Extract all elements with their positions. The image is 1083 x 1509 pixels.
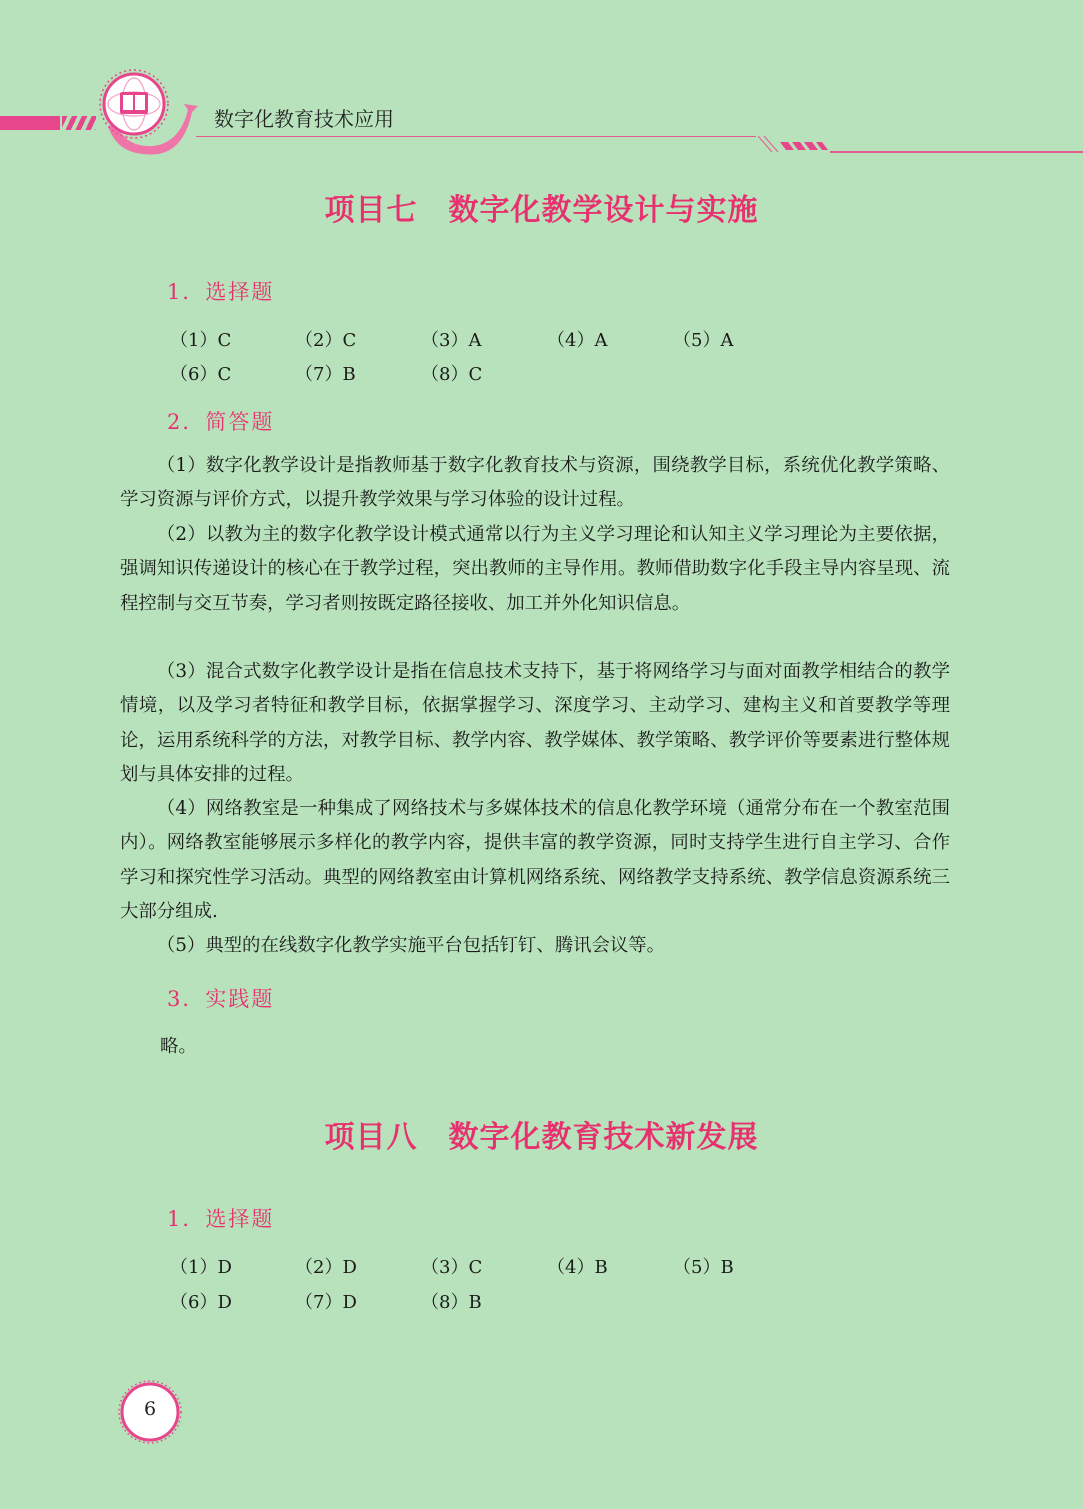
short-answer-paragraph: （4）网络教室是一种集成了网络技术与多媒体技术的信息化教学环境（通常分布在一个教室范围内）。网络教室能够展示多样化的教学内容，提供丰富的教学资源，同时支持学生进行自主学习、合作学习和探究性学习活动。典型的网络教室由计算机网络系统、网络教学支持系统、教学信息资源系统三大部分组成. — [120, 798, 950, 923]
answer-item: （7）D — [295, 1292, 357, 1313]
short-answer-paragraph: （2）以教为主的数字化教学设计模式通常以行为主义学习理论和认知主义学习理论为主要依据，强调知识传递设计的核心在于教学过程，突出教师的主导作用。教师借助数字化手段主导内容呈现、流程控制与交互节奏，学习者则按既定路径接收、加工并外化知识信息。 — [120, 524, 950, 614]
answer-item: （1）D — [170, 1257, 232, 1278]
short-answer-paragraph: （1）数字化教学设计是指教师基于数字化教育技术与资源，围绕教学目标，系统优化教学策略、学习资源与评价方式，以提升教学效果与学习体验的设计过程。 — [120, 455, 950, 511]
short-answer-paragraph: （3）混合式数字化教学设计是指在信息技术支持下，基于将网络学习与面对面教学相结合的教学情境，以及学习者特征和教学目标，依据掌握学习、深度学习、主动学习、建构主义和首要教学等理论，运用系统科学的方法，对教学目标、教学内容、教学媒体、教学策略、教学评价等要素进行整体规划与具体安排的过程。 — [120, 661, 950, 786]
header-accent-bar — [0, 116, 60, 130]
answer-item: （4）A — [547, 330, 608, 351]
answer-item: （6）D — [170, 1292, 232, 1313]
answer-item: （2）C — [295, 330, 357, 351]
project7-practice-heading: 3．实践题 — [167, 987, 275, 1011]
answer-item: （3）A — [421, 330, 482, 351]
page-number: 6 — [143, 1398, 157, 1420]
header-rule — [196, 136, 756, 137]
project8-choice-heading: 1．选择题 — [167, 1207, 275, 1231]
running-title: 数字化教育技术应用 — [214, 107, 394, 131]
answer-item: （2）D — [295, 1257, 357, 1278]
header-rule-stripes — [758, 136, 830, 152]
short-answer-paragraph: （5）典型的在线数字化教学实施平台包括钉钉、腾讯会议等。 — [156, 935, 666, 956]
project8-title: 项目八 数字化教育技术新发展 — [324, 1120, 759, 1155]
answer-item: （6）C — [170, 364, 232, 385]
project7-choice-heading: 1．选择题 — [167, 280, 275, 304]
answer-item: （5）A — [673, 330, 734, 351]
answer-item: （7）B — [295, 364, 356, 385]
project7-practice-text: 略。 — [160, 1036, 197, 1057]
answer-item: （8）C — [421, 364, 483, 385]
answer-item: （1）C — [170, 330, 232, 351]
header-rule-right — [830, 151, 1083, 153]
answer-item: （3）C — [421, 1257, 483, 1278]
answer-item: （4）B — [547, 1257, 608, 1278]
project7-title: 项目七 数字化教学设计与实施 — [324, 193, 759, 228]
answer-item: （5）B — [673, 1257, 734, 1278]
answer-item: （8）B — [421, 1292, 482, 1313]
book-globe-logo-icon — [88, 66, 198, 160]
project7-short-heading: 2．简答题 — [167, 410, 275, 434]
